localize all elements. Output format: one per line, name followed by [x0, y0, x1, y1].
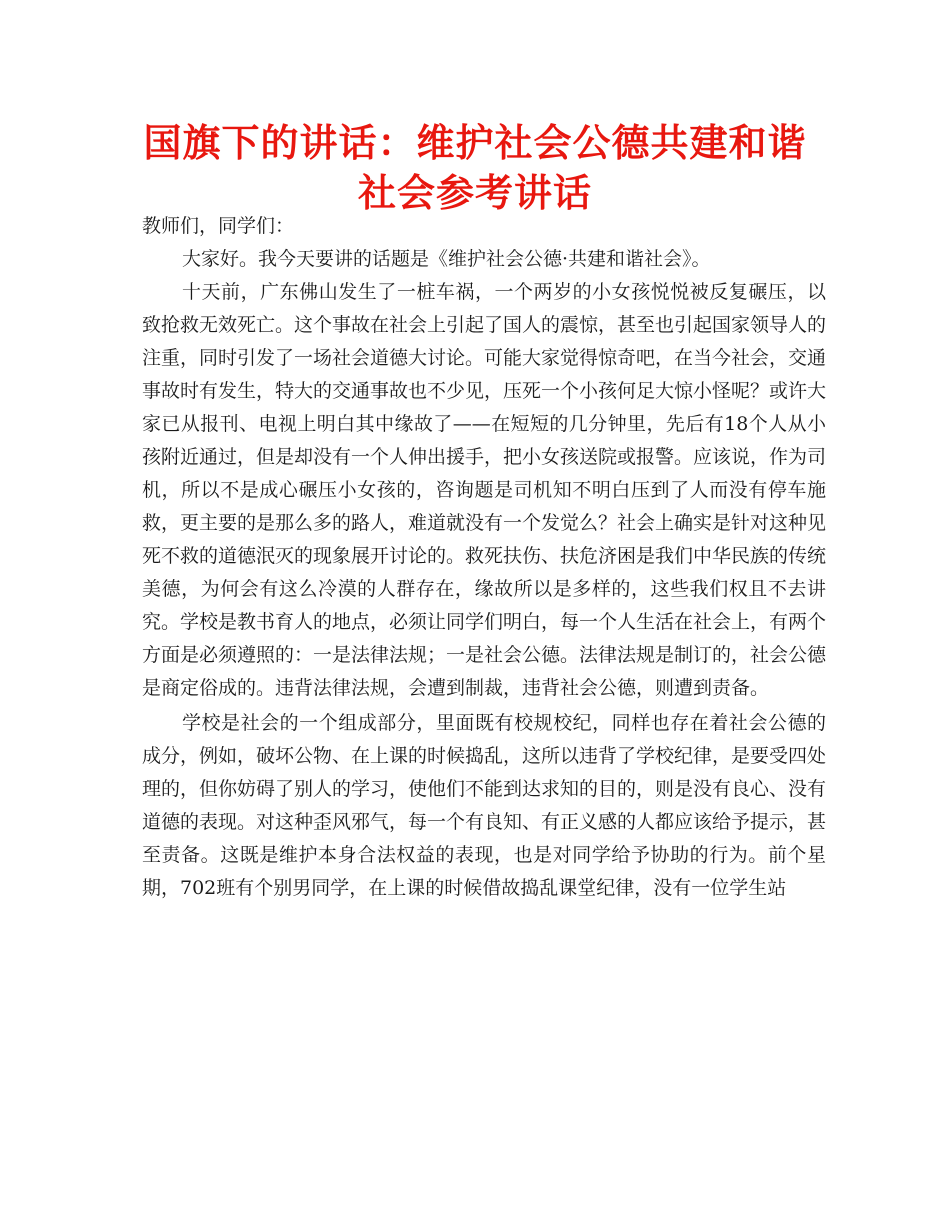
- paragraph-intro: 大家好。我今天要讲的话题是《维护社会公德·共建和谐社会》。: [182, 248, 711, 270]
- document-title: 国旗下的讲话：维护社会公德共建和谐社会参考讲话: [143, 121, 807, 215]
- paragraph-incident: 十天前，广东佛山发生了一桩车祸，一个两岁的小女孩悦悦被反复碾压，以致抢救无效死亡。这个事故在社会上引起了国人的震惊，甚至也引起国家领导人的注重，同时引发了一场社会道德大讨论。可能大家觉得惊奇吧，在当今社会，交通事故时有发生，特大的交通事故也不少见，压死一个小孩何足大惊小怪呢？或许大家已从报刊、电视上明白其中缘故了——在短短的几分钟里，先后有18个人从小孩附近通过，但是却没有一个人伸出援手，把小女孩送院或报警。应该说，作为司机，所以不是成心碾压小女孩的，咨询题是司机知不明白压到了人而没有停车施救，更主要的是那么多的路人，难道就没有一个发觉么？社会上确实是针对这种见死不救的道德泯灭的现象展开讨论的。救死扶伤、扶危济困是我们中华民族的传统美德，为何会有这么冷漠的人群存在，缘故所以是多样的，这些我们权且不去讲究。学校是教书育人的地点，必须让同学们明白，每一个人生活在社会上，有两个方面是必须遵照的：一是法律法规；一是社会公德。法律法规是制订的，社会公德是商定俗成的。违背法律法规，会遭到制裁，违背社会公德，则遭到责备。: [142, 281, 827, 699]
- document-body: [142, 210, 826, 905]
- greeting: 教师们，同学们：: [142, 215, 295, 237]
- paragraph-school: 学校是社会的一个组成部分，里面既有校规校纪，同样也存在着社会公德的成分，例如，破坏公物、在上课的时候捣乱，这所以违背了学校纪律，是要受四处理的，但你妨碍了别人的学习，使他们不能到达求知的目的，则是没有良心、没有道德的表现。对这种歪风邪气，每一个有良知、有正义感的人都应该给予提示，甚至责备。这既是维护本身合法权益的表现，也是对同学给予协助的行为。前个星期，702班有个别男同学，在上课的时候借故捣乱课堂纪律，没有一位学生站: [142, 712, 827, 899]
